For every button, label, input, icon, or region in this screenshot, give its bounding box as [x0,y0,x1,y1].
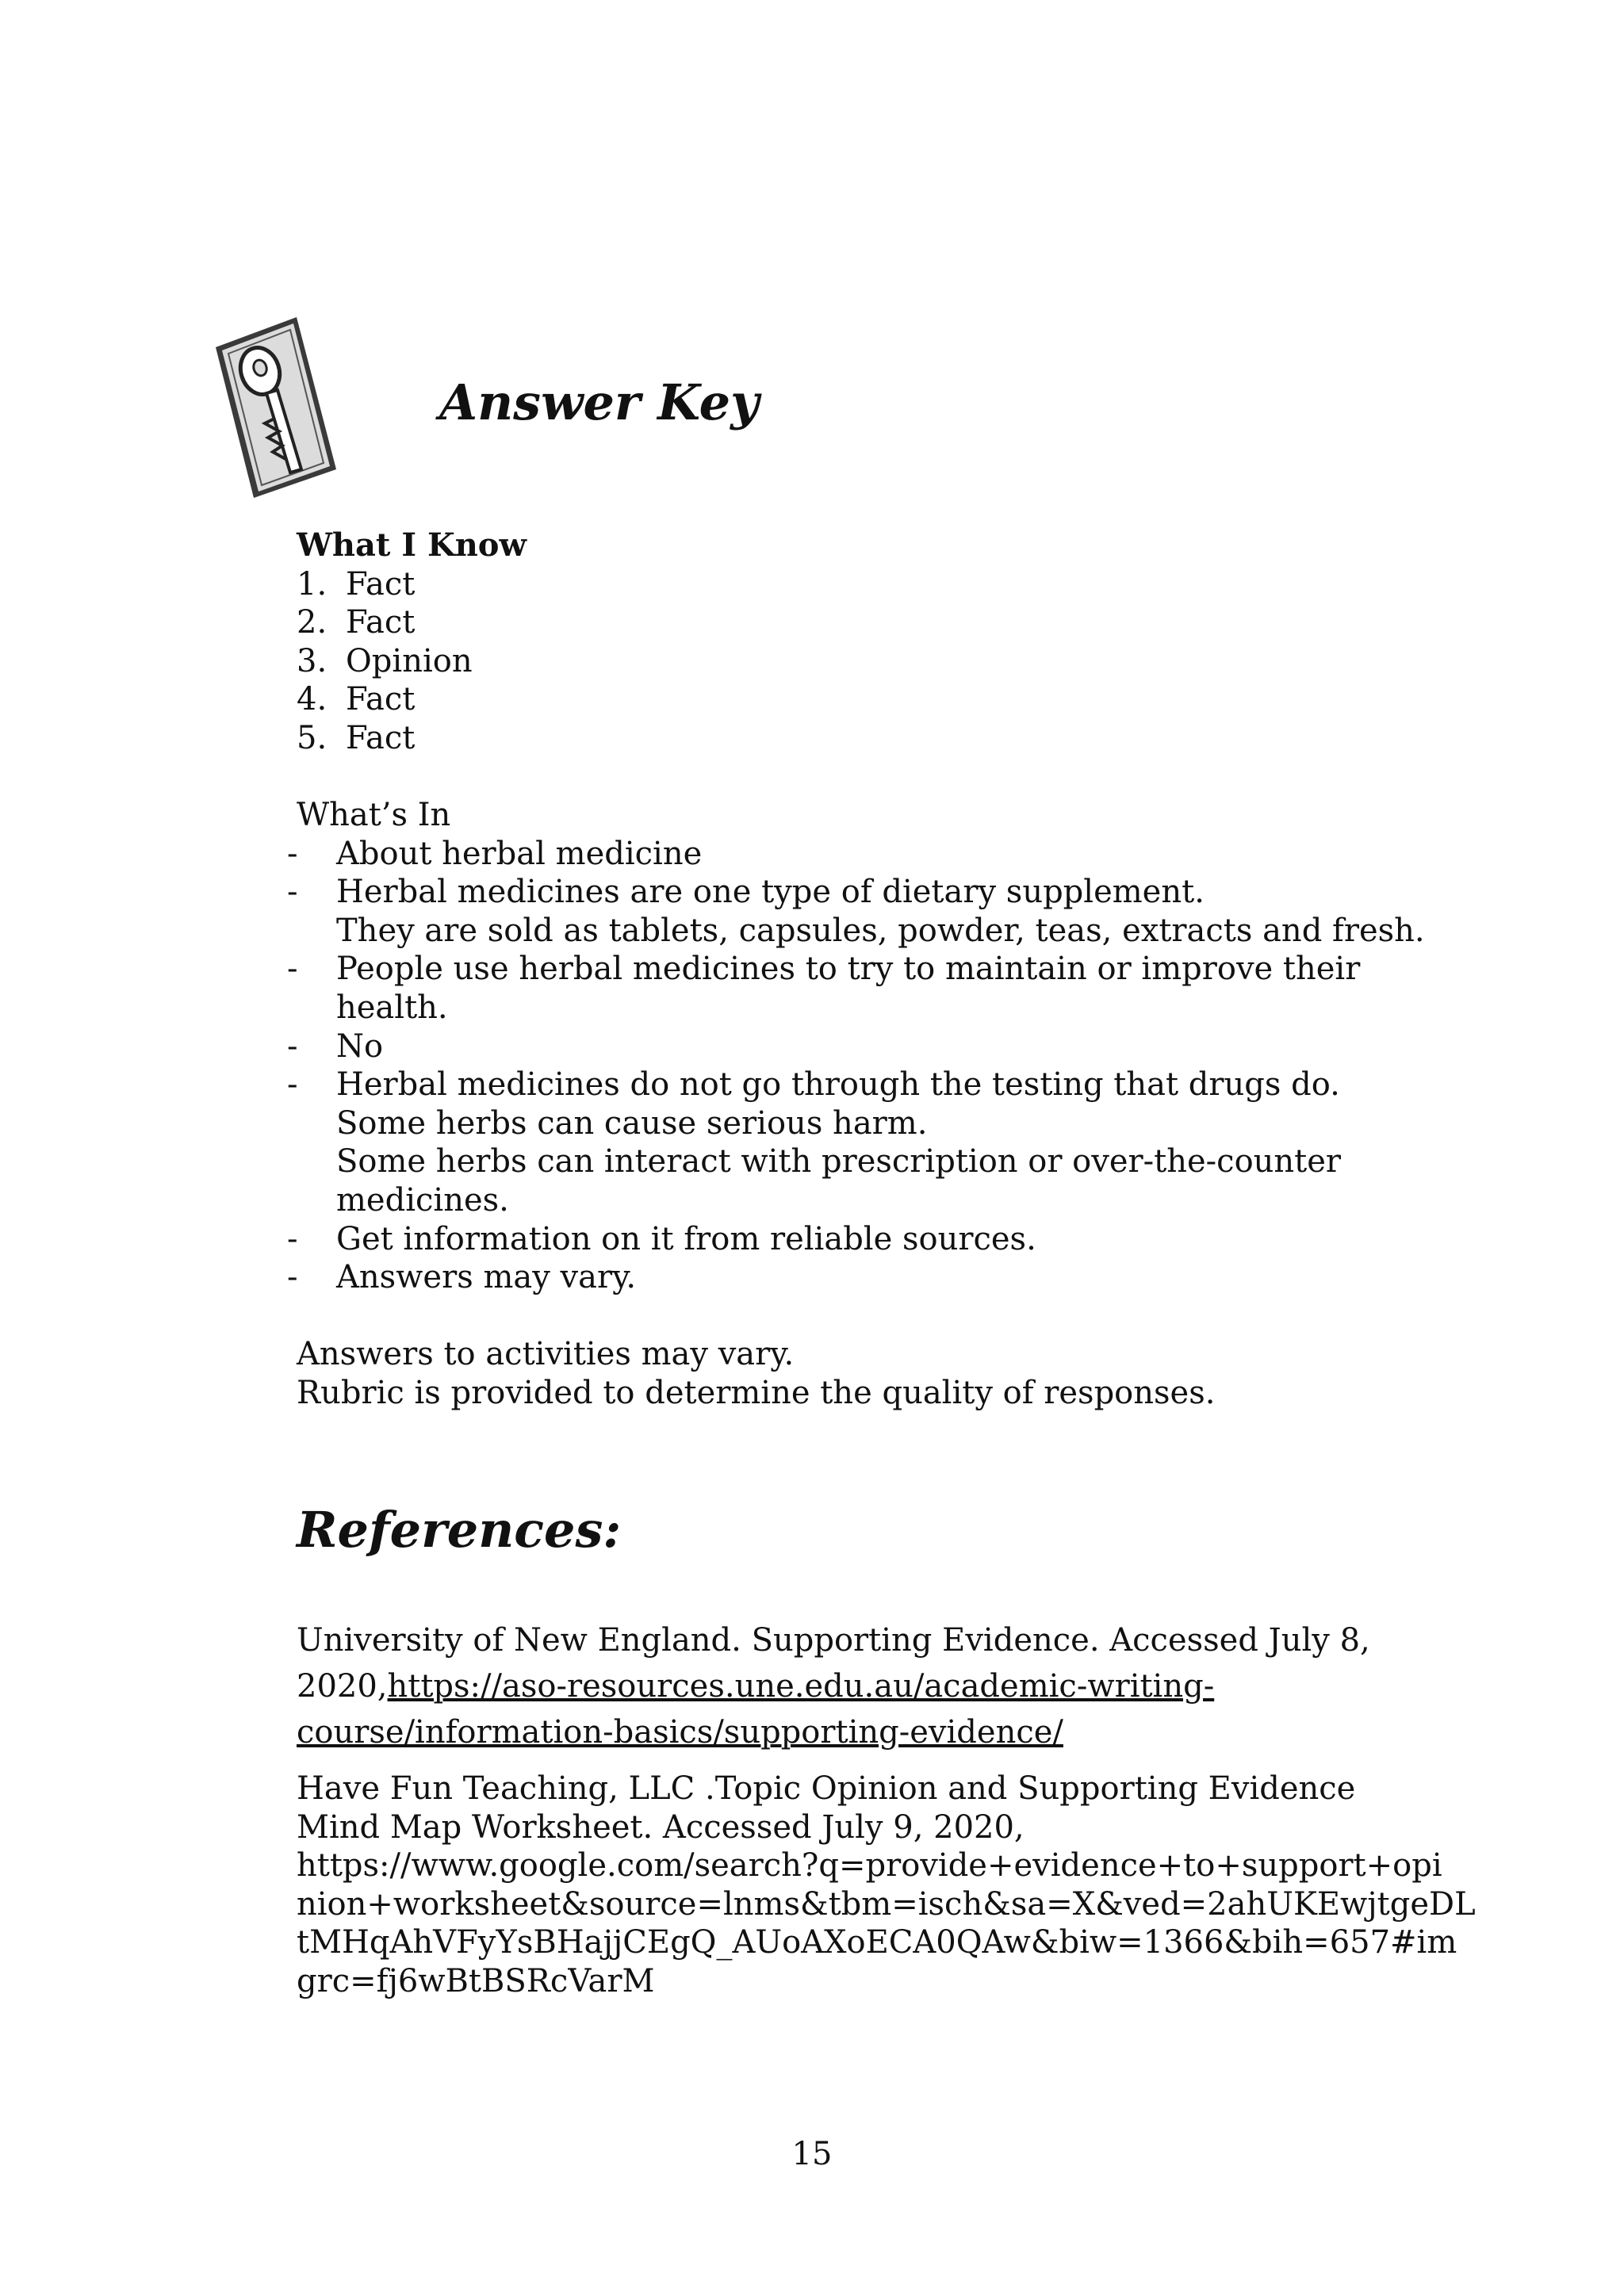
reference-url-line: nion+worksheet&source=lnms&tbm=isch&sa=X&ved=2ahUKEwjtgeDL [297,1885,1476,1923]
list-item [297,565,1470,604]
item-line: Some herbs can cause serious harm. [336,1104,928,1142]
note-line: Rubric is provided to determine the quality of responses. [297,1374,1216,1411]
list-item [287,1066,1461,1219]
item-line: Herbal medicines do not go through the testing that drugs do. [336,1066,1340,1104]
item-text: Opinion [346,642,473,679]
dash-bullet: - [287,874,298,911]
reference-2 [297,1770,1478,2001]
item-line: People use herbal medicines to try to maintain or improve their [336,951,1361,988]
item-number: 4. [297,681,327,718]
item-line: Answers may vary. [336,1259,637,1296]
page-title: Answer Key [439,373,760,431]
item-line: Some herbs can interact with prescription or over-the-counter [336,1143,1342,1181]
reference-line: Have Fun Teaching, LLC .Topic Opinion and Supporting Evidence [297,1770,1356,1807]
references-title: References: [297,1501,622,1559]
list-item [287,873,1461,950]
reference-line [297,1663,1470,1709]
reference-1 [297,1617,1470,1755]
item-line: medicines. [336,1181,509,1219]
whats-in-list [287,835,1461,1297]
list-item [297,719,1470,758]
whats-in-heading: What’s In [297,797,451,833]
dash-bullet: - [287,1259,298,1296]
item-number: 1. [297,565,327,603]
reference-line [297,1709,1470,1755]
item-text: Fact [346,565,416,603]
reference-url-line: https://www.google.com/search?q=provide+evidence+to+support+opi [297,1847,1442,1885]
whats-in-section [287,796,1470,1297]
dash-bullet: - [287,1027,298,1065]
item-text: Fact [346,681,416,718]
dash-bullet: - [287,1220,298,1257]
item-line: Herbal medicines are one type of dietary supplement. [336,874,1205,911]
reference-date: 2020, [297,1668,388,1705]
reference-line: University of New England. Supporting Evidence. Accessed July 8, [297,1622,1370,1659]
list-item [297,642,1470,681]
reference-link[interactable]: https://aso-resources.une.edu.au/academic-writing- [387,1668,1215,1705]
list-item [287,950,1461,1027]
list-item [287,1027,1461,1066]
list-item [287,835,1461,874]
what-i-know-section [297,526,1470,758]
notes-section [297,1335,1470,1412]
dash-bullet: - [287,1066,298,1104]
item-line: Get information on it from reliable sources. [336,1220,1036,1257]
note-line: Answers to activities may vary. [297,1336,795,1372]
item-line: health. [336,989,448,1026]
dash-bullet: - [287,951,298,988]
list-item [297,680,1470,719]
what-i-know-list [297,565,1470,758]
item-text: Fact [346,604,416,641]
list-item [287,1220,1461,1259]
item-line: About herbal medicine [336,835,703,872]
list-item [297,603,1470,642]
reference-url-line: tMHqAhVFyYsBHajjCEgQ_AUoAXoECA0QAw&biw=1366&bih=657#im [297,1924,1457,1961]
item-line: They are sold as tablets, capsules, powder, teas, extracts and fresh. [336,912,1425,949]
page-number: 15 [791,2136,833,2172]
reference-url-line: grc=fj6wBtBSRcVarM [297,1962,655,1999]
item-text: Fact [346,719,416,756]
reference-line: Mind Map Worksheet. Accessed July 9, 2020, [297,1808,1025,1846]
item-line: No [336,1027,384,1065]
item-number: 3. [297,642,327,679]
list-item [287,1258,1461,1297]
reference-link[interactable]: course/information-basics/supporting-evidence/ [297,1714,1063,1751]
dash-bullet: - [287,835,298,872]
item-number: 2. [297,604,327,641]
key-icon [208,314,343,501]
item-number: 5. [297,719,327,756]
what-i-know-heading: What I Know [297,526,527,564]
